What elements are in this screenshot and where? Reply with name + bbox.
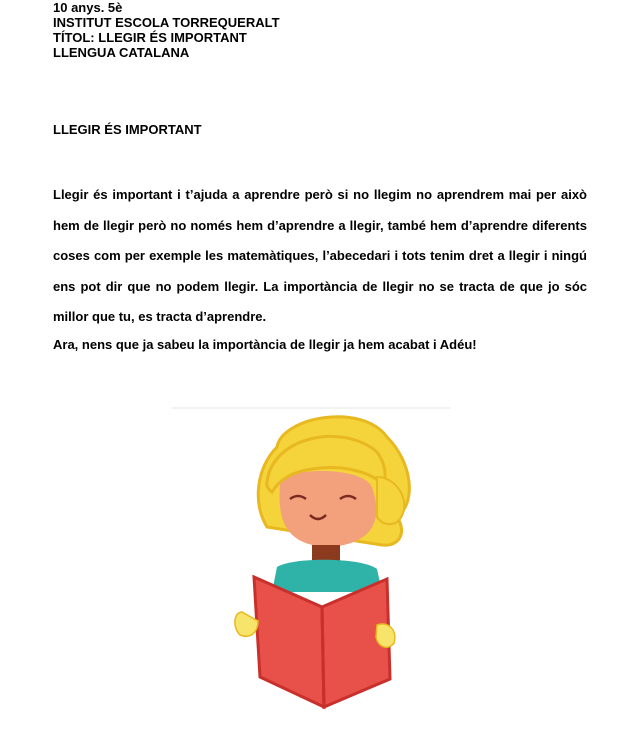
section-title: LLEGIR ÉS IMPORTANT xyxy=(53,122,202,137)
child-reading-book-drawing xyxy=(172,407,450,727)
closing-line: Ara, nens que ja sabeu la importància de llegir ja hem acabat i Adéu! xyxy=(53,337,477,352)
document-header xyxy=(53,0,280,60)
header-title: TÍTOL: LLEGIR ÉS IMPORTANT xyxy=(53,30,247,45)
header-subject: LLENGUA CATALANA xyxy=(53,45,190,60)
body-paragraph: Llegir és important i t’ajuda a aprendre però si no llegim no aprendrem mai per això hem de llegir però no només hem d’aprendre a llegir, també hem d’aprendre diferents coses com per exemple les matemàtiques, l’abecedari i tots tenim dret a llegir i ningú ens pot dir que no podem llegir. La importància de llegir no se tracta de que jo sóc millor que tu, es tracta d’aprendre. xyxy=(53,187,587,324)
header-age-grade: 10 anys. 5è xyxy=(53,0,123,15)
header-school-name: INSTITUT ESCOLA TORREQUERALT xyxy=(53,15,280,30)
